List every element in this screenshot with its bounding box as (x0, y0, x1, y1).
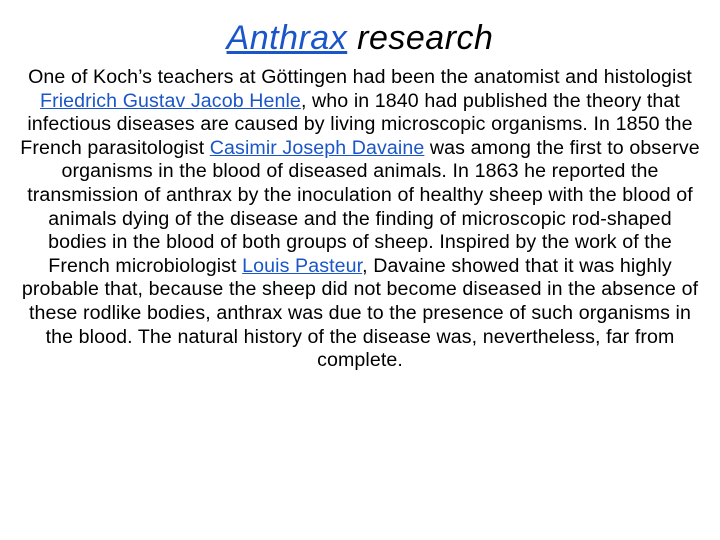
paragraph-segment-3: was among the first to observe organisms in the blood of diseased animals. In 1863 he reported the transmission of anthrax by the inoculation of healthy sheep with the blood of animals dying of the disease and the finding of microscopic rod-shaped bodies in the blood of both groups of sheep. Inspired by the work of the French microbiologist (27, 136, 700, 277)
paragraph-segment-2: , who in 1840 had published the theory that infectious diseases are caused by living microscopic organisms. In 1850 the French parasitologist (20, 89, 693, 159)
pasteur-link[interactable]: Louis Pasteur (242, 254, 363, 277)
davaine-link[interactable]: Casimir Joseph Davaine (209, 136, 425, 159)
henle-link[interactable]: Friedrich Gustav Jacob Henle (40, 89, 301, 112)
title-rest: research (347, 19, 494, 57)
anthrax-link[interactable]: Anthrax (226, 19, 348, 57)
body-paragraph (18, 66, 702, 373)
paragraph-segment-1: One of Koch’s teachers at Göttingen had been the anatomist and histologist (28, 66, 692, 88)
slide-title (0, 16, 720, 60)
paragraph-segment-4: , Davaine showed that it was highly probable that, because the sheep did not become diseased in the absence of these rodlike bodies, anthrax was due to the presence of such organisms in the blood. The natural history of the disease was, nevertheless, far from complete. (21, 254, 699, 372)
